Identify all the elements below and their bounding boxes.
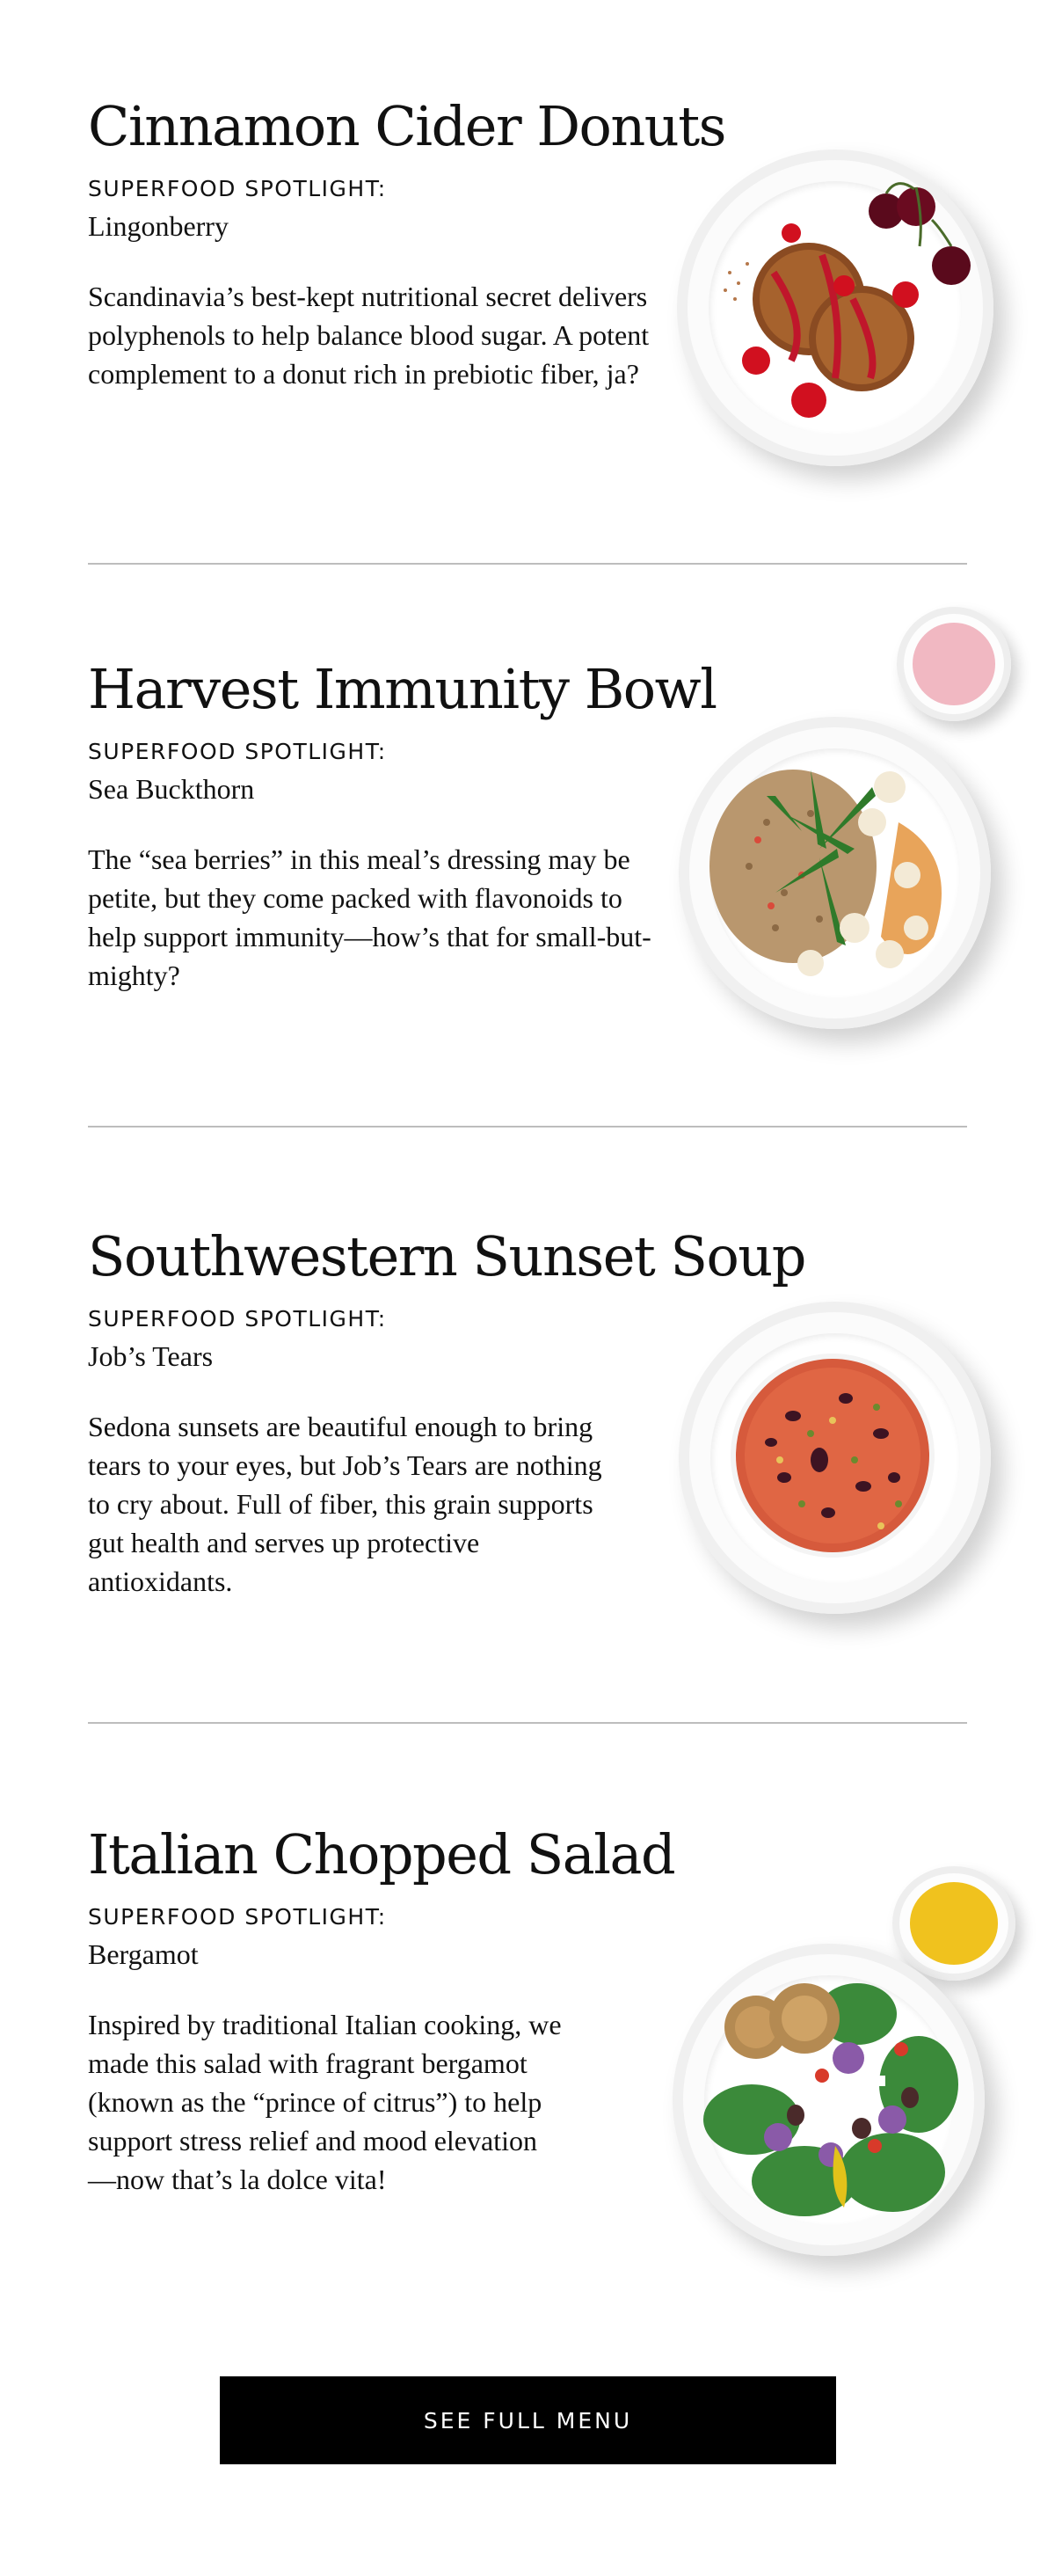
- menu-item-description: Scandinavia’s best-kept nutritional secret delivers polyphenols to help balance blood sugar. A potent complement to a donut rich in prebiotic fiber, ja?: [88, 280, 650, 390]
- menu-item-description: Inspired by traditional Italian cooking, we made this salad with fragrant bergamot (known as the “prince of citrus”) to help support stress relief and mood elevation—now that’s la dolce vita!: [88, 2008, 562, 2195]
- menu-item-title: Southwestern Sunset Soup: [88, 1224, 805, 1288]
- spotlight-label: SUPERFOOD SPOTLIGHT:: [88, 1306, 387, 1332]
- see-full-menu-button[interactable]: SEE FULL MENU: [220, 2376, 836, 2464]
- spotlight-ingredient: Job’s Tears: [88, 1340, 214, 1373]
- menu-item-text: [88, 1224, 805, 1601]
- spotlight-ingredient: Lingonberry: [88, 210, 229, 243]
- donuts-food-icon: [677, 150, 993, 466]
- spotlight-label: SUPERFOOD SPOTLIGHT:: [88, 739, 387, 765]
- menu-item-title: Harvest Immunity Bowl: [88, 657, 717, 721]
- menu-item-text: [88, 94, 725, 393]
- section-divider: [88, 563, 967, 565]
- harvest-food-icon: [679, 717, 991, 1029]
- spotlight-ingredient: Sea Buckthorn: [88, 773, 255, 806]
- soup-food-icon: [679, 1302, 991, 1614]
- spotlight-label: SUPERFOOD SPOTLIGHT:: [88, 1904, 387, 1930]
- spotlight-label: SUPERFOOD SPOTLIGHT:: [88, 176, 387, 202]
- menu-item-title: Italian Chopped Salad: [88, 1822, 675, 1886]
- salad-food-icon: [673, 1944, 985, 2256]
- menu-item-title: Cinnamon Cider Donuts: [88, 94, 725, 158]
- section-divider: [88, 1126, 967, 1127]
- menu-item-description: The “sea berries” in this meal’s dressing may be petite, but they come packed with flavonoids to help support immunity—how’s that for small-but-mighty?: [88, 843, 651, 991]
- spotlight-ingredient: Bergamot: [88, 1938, 199, 1971]
- menu-item-text: [88, 657, 717, 995]
- section-divider: [88, 1722, 967, 1724]
- menu-item-text: [88, 1822, 675, 2199]
- dressing-ramekin: [897, 607, 1011, 721]
- menu-item-description: Sedona sunsets are beautiful enough to bring tears to your eyes, but Job’s Tears are nothing to cry about. Full of fiber, this grain supports gut health and serves up protective antioxidants.: [88, 1410, 602, 1597]
